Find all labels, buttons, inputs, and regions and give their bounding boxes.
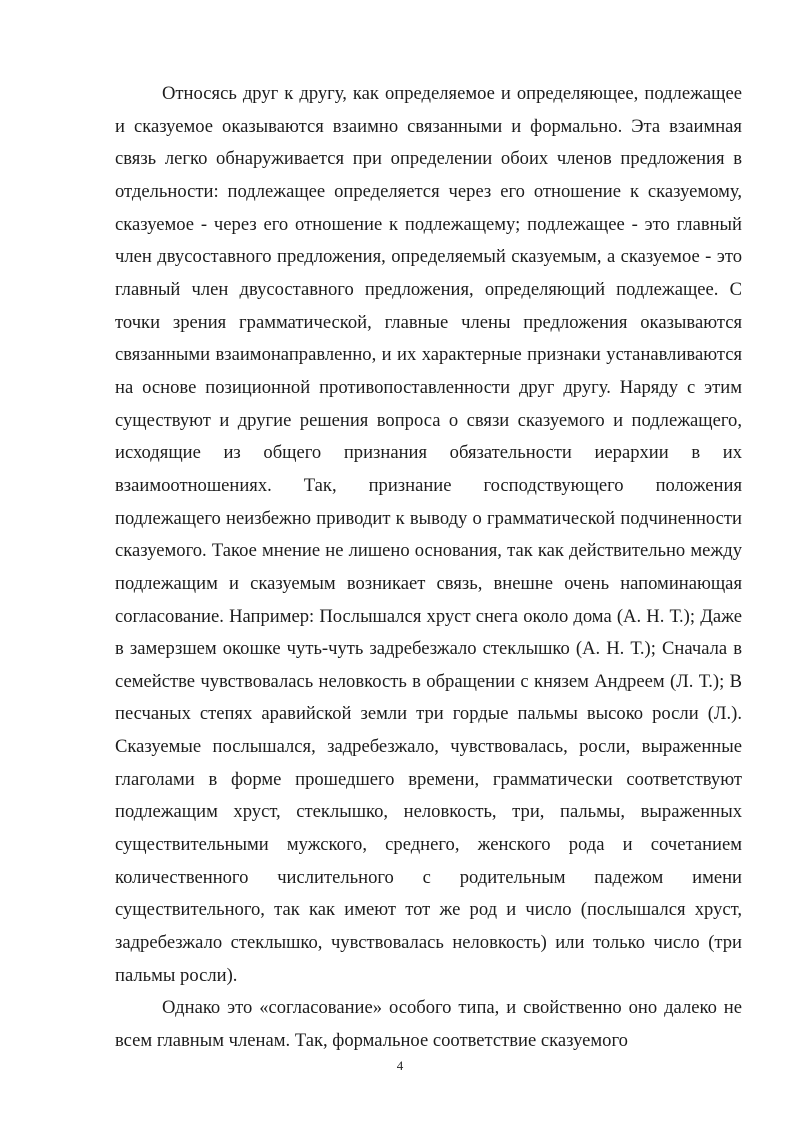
paragraph-2: Однако это «согласование» особого типа, и свойственно оно далеко не всем главным членам. Так, формальное соответствие сказуемого [115, 997, 742, 1052]
paragraph-1: Относясь друг к другу, как определяемое и определяющее, подлежащее и сказуемое оказываются взаимно связанными и формально. Эта взаимная связь легко обнаруживается при определении обоих членов предложения в отдельности: подлежащее определяется через его отношение к сказуемому, сказуемое - через его отношение к подлежащему; подлежащее - это главный член двусоставного предложения, определяемый сказуемым, а сказуемое - это главный член двусоставного предложения, определяющий подлежащее. С точки зрения грамматической, главные члены предложения оказываются связанными взаимонаправленно, и их характерные признаки устанавливаются на основе позиционной противопоставленности друг другу. Наряду с этим существуют и другие решения вопроса о связи сказуемого и подлежащего, исходящие из общего признания обязательности иерархии в их взаимоотношениях. Так, признание господствующего положения подлежащего неизбежно приводит к выводу о грамматической подчиненности сказуемого. Такое мнение не лишено основания, так как действительно между подлежащим и сказуемым возникает связь, внешне очень напоминающая согласование. Например: Послышался хруст снега около дома (А. Н. Т.); Даже в замерзшем окошке чуть-чуть задребезжало стеклышко (А. Н. Т.); Сначала в семействе чувствовалась неловкость в обращении с князем Андреем (Л. Т.); В песчаных степях аравийской земли три гордые пальмы высоко росли (Л.). Сказуемые послышался, задребезжало, чувствовалась, росли, выраженные глаголами в форме прошедшего времени, грамматически соответствуют подлежащим хруст, стеклышко, неловкость, три, пальмы, выраженных существительными мужского, среднего, женского рода и сочетанием количественного числительного с родительным падежом имени существительного, так как имеют тот же род и число (послышался хруст, задребезжало стеклышко, чувствовалась неловкость) или только число (три пальмы росли). [115, 83, 742, 986]
page-number: 4 [396, 1058, 404, 1073]
document-page [115, 78, 742, 1058]
